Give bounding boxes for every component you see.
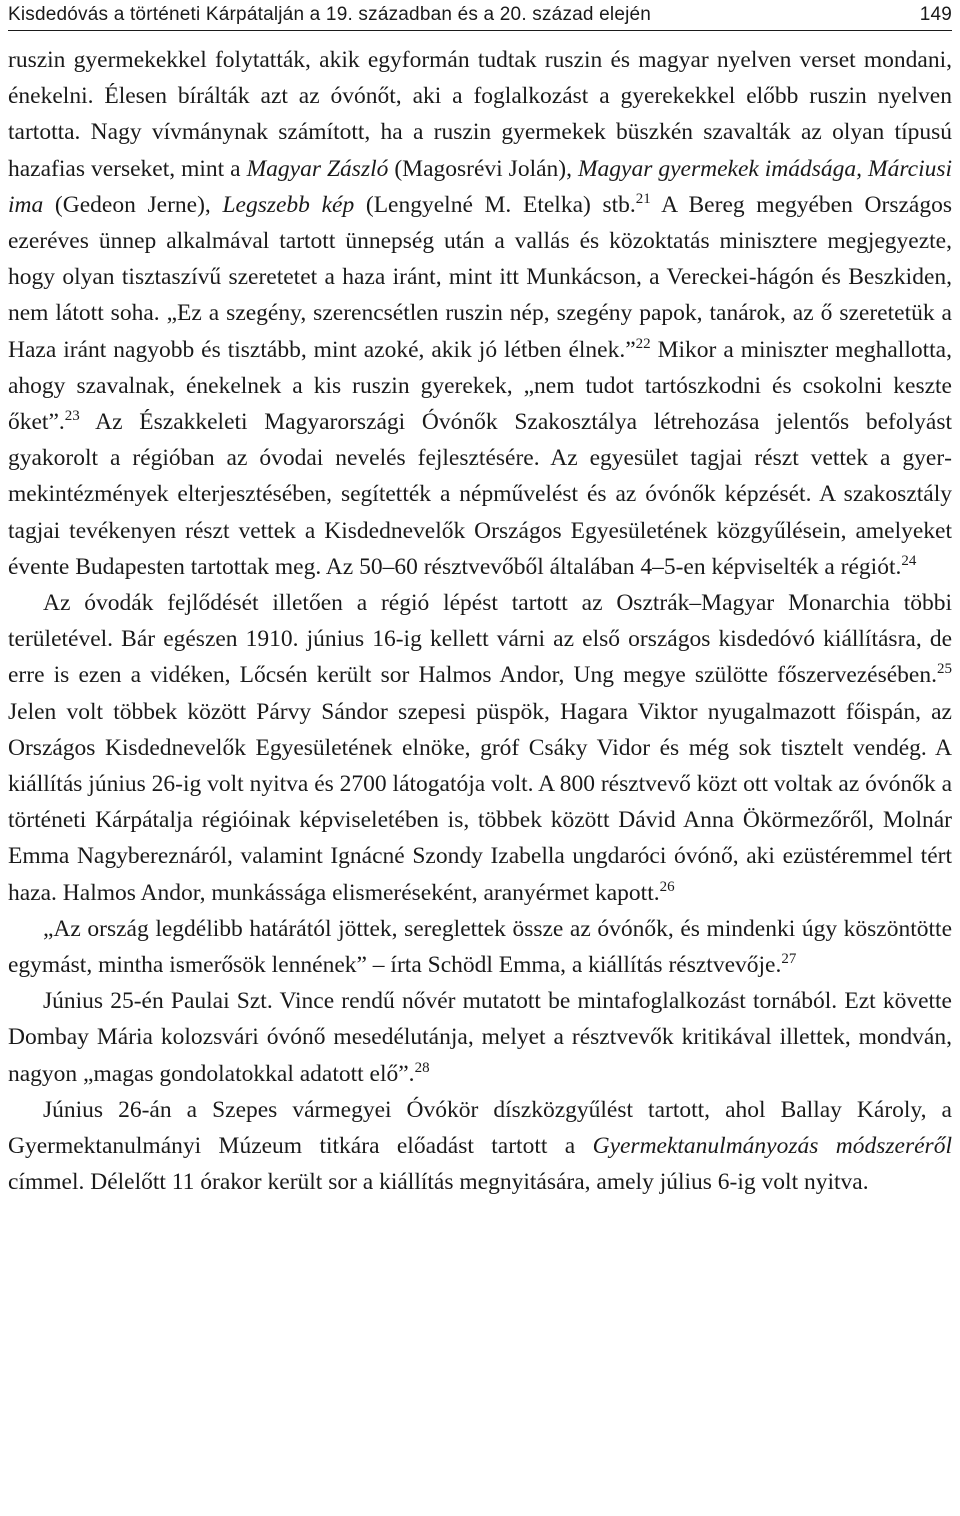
text-run: A Bereg megyében Országos ezeréves ünnep alkalmával tartott ünnepség után a vallás és közoktatás minisztere megjegyezte, hogy olyan tisztaszívű szeretetet a haza iránt, mint itt Munkácson, a Vereckei-hágón és Beszkiden, nem látott soha. „Ez a szegény, szerencsétlen ruszin nép, szegény papok, tanárok, az ő szeretetük a Haza iránt nagyobb és tisztább, mint azoké, akik jó létben élnek.”: [8, 191, 952, 363]
book-page: [8, 0, 952, 1516]
footnote-ref: 25: [937, 661, 952, 678]
footnote-ref: 23: [64, 408, 80, 425]
text-run: (Gedeon Jerne),: [43, 191, 223, 218]
text-run: címmel. Délelőtt 11 órakor került sor a kiállítás megnyitására, amely július 6-ig volt nyitva.: [8, 1169, 869, 1196]
paragraph: [8, 42, 952, 585]
text-run: Mikor a miniszter meghallotta, ahogy szavalnak, énekelnek a kis ruszin gyerekek, „nem tudot tartószkodni és csokolni keszte őket”.: [8, 336, 952, 436]
text-run: Június 25-én Paulai Szt. Vince rendű nővér mutatott be mintafoglalkozást tornából. Ezt követte Dombay Mária kolozsvári óvónő mesedélutánja, melyet a résztvevők kritikával illettek, mondván, nagyon „magas gondolatokkal adatott elő”.: [8, 988, 952, 1087]
footnote-ref: 21: [635, 190, 651, 207]
text-run: (Lengyelné M. Etelka) stb.: [354, 191, 636, 218]
italic-title: Magyar Zászló: [246, 155, 389, 182]
italic-title: Legszebb kép: [222, 191, 355, 218]
paragraph: [8, 911, 952, 983]
running-title: Kisdedóvás a történeti Kárpátalján a 19. században és a 20. század elején: [8, 4, 652, 25]
text-run: Június 26-án a Szepes vármegyei Óvókör díszközgyűlést tartott, ahol Ballay Károly, a Gyermektanulmányi Múzeum titkára előadást tartott a: [8, 1096, 952, 1160]
paragraph: [8, 1092, 952, 1201]
text-run: „Az ország legdélibb határától jöttek, sereglettek össze az óvónők, és mindenki úgy köszöntötte egymást, mintha ismerősök lennének” – írta Schödl Emma, a kiállítás résztvevője.: [8, 915, 952, 979]
paragraph: [8, 585, 952, 911]
text-run: Az Északkeleti Magyarországi Óvónők Szakosztálya létrehozása jelentős befolyást gyakorolt a régióban az óvodai nevelés fejlesztésére. Az egyesület tagjai részt vettek a gyermekintézmények elterjesztésében, segítették a népművelést és az óvónők képzését. A szakosztály tagjai tevékenyen részt vettek a Kisdednevelők Országos Egyesületének közgyűlésein, amelyeket évente Budapesten tartottak meg. Az 50–60 résztvevőből általában 4–5-en képviselték a régiót.: [8, 409, 952, 580]
page-number: 149: [919, 4, 952, 25]
text-run: (Magosrévi Jolán),: [388, 155, 578, 182]
footnote-ref: 22: [635, 335, 651, 352]
body-text: [8, 42, 952, 1201]
text-run: Az óvodák fejlődését illetően a régió lépést tartott az Osztrák–Magyar Monarchia többi területével. Bár egészen 1910. június 16-ig kellett várni az első országos kisdedóvó kiállításra, de erre is ezen a vidéken, Lőcsén került sor Halmos Andor, Ung megye szülötte főszervezésében.: [8, 590, 952, 689]
italic-title: Gyermektanulmányozás módszeréről: [592, 1133, 952, 1160]
footnote-ref: 27: [781, 951, 797, 968]
running-header: [8, 0, 952, 31]
footnote-ref: 28: [414, 1059, 430, 1076]
text-run: Jelen volt többek között Párvy Sándor szepesi püspök, Hagara Viktor nyugalmazott főispán, az Országos Kisdednevelők Egyesületének elnöke, gróf Csáky Vidor és még sok tisztelt vendég. A kiállítás június 26-ig volt nyitva és 2700 látogatója volt. A 800 résztvevő közt ott voltak az óvónők a történeti Kárpátalja régióinak képviseletében is, többek között Dávid Anna Ökörmezőről, Molnár Emma Nagybereznáról, valamint Ignácné Szondy Izabella ungdaróci óvónő, aki ezüstéremmel tért haza. Halmos Andor, munkássága elismeréseként, aranyérmet kapott.: [8, 698, 952, 906]
footnote-ref: 24: [901, 552, 917, 569]
paragraph: [8, 983, 952, 1092]
text-run: ruszin gyermekekkel folytatták, akik egyformán tudtak ruszin és magyar nyelven verset mondani, énekelni. Élesen bírálták azt az óvónőt, aki a foglalkozást a gyerekekkel előbb ruszin nyelven tartotta. Nagy vívmánynak számított, ha a ruszin gyermekek büszkén szavalták az olyan típusú hazafias verseket, mint a: [8, 47, 952, 182]
italic-title: Magyar gyermekek imádsága, Márciusi ima: [8, 155, 953, 218]
footnote-ref: 26: [659, 878, 675, 895]
